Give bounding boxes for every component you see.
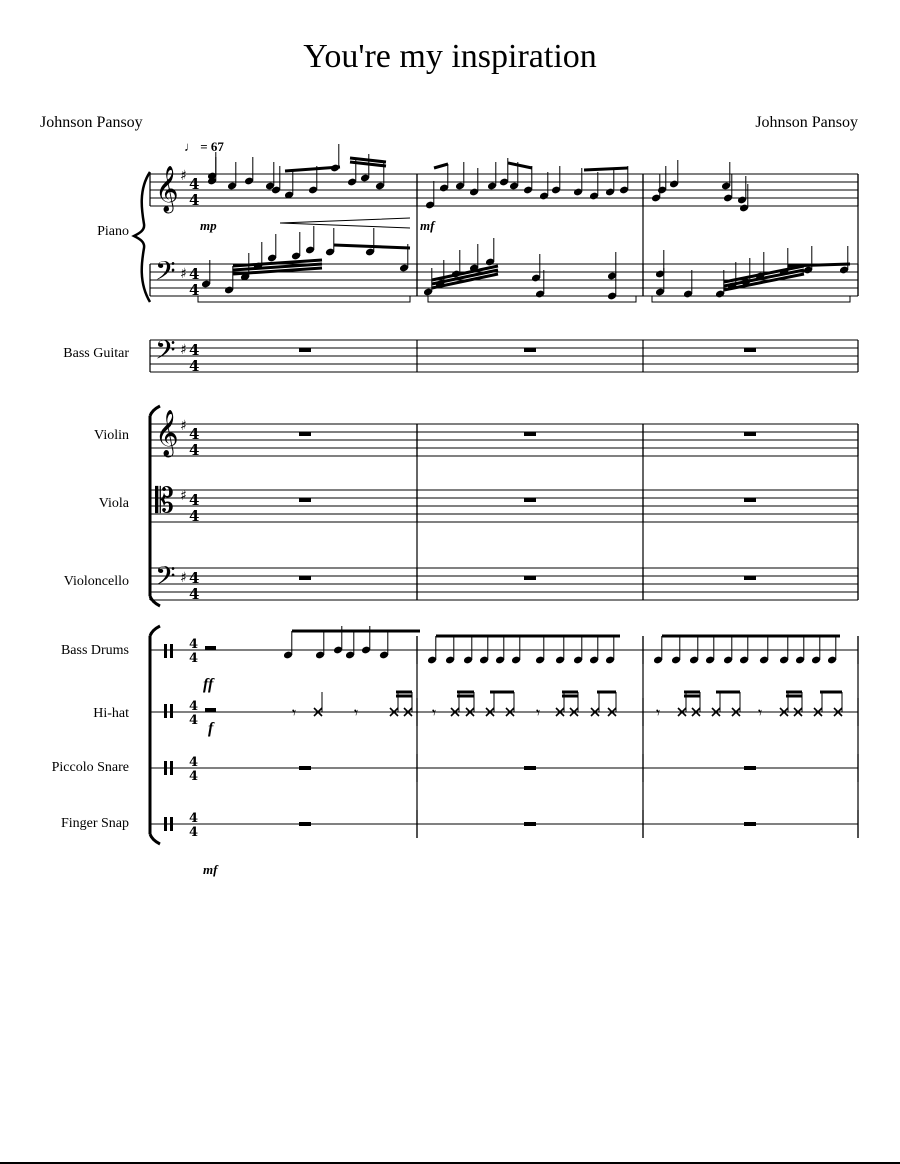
instrument-label-piccolo-snare: Piccolo Snare <box>51 760 129 775</box>
instrument-label-piano: Piano <box>97 224 129 239</box>
whole-rest <box>524 348 536 352</box>
sharp-icon: ♯ <box>180 488 187 504</box>
whole-rest <box>524 576 536 580</box>
whole-rest <box>299 576 311 580</box>
time-signature-denominator: 4 <box>189 769 199 784</box>
time-signature-numerator: 4 <box>189 699 199 714</box>
half-rest <box>205 708 216 712</box>
composer-right: Johnson Pansoy <box>755 114 858 131</box>
whole-rest <box>299 822 311 826</box>
instrument-label-bass-guitar: Bass Guitar <box>63 346 129 361</box>
instrument-label-viola: Viola <box>98 496 129 511</box>
time-signature-numerator: 4 <box>189 425 200 443</box>
dynamic-piano-m1: mp <box>200 218 217 233</box>
sharp-icon: ♯ <box>180 418 187 434</box>
time-signature-denominator: 4 <box>189 507 200 525</box>
time-signature-denominator: 4 <box>189 357 200 375</box>
time-signature-numerator: 4 <box>189 811 199 826</box>
pedal-bracket <box>428 296 636 302</box>
whole-rest <box>524 498 536 502</box>
bass-clef-icon: 𝄢 <box>155 334 176 372</box>
eighth-rest: 𝄾 <box>656 703 661 722</box>
instrument-label-hihat: Hi-hat <box>93 706 129 721</box>
time-signature-numerator: 4 <box>189 637 199 652</box>
notes <box>198 144 850 716</box>
beam <box>334 245 410 248</box>
whole-rest <box>524 822 536 826</box>
time-signature-denominator: 4 <box>189 651 199 666</box>
sharp-icon: ♯ <box>180 342 187 358</box>
whole-rests <box>205 348 762 826</box>
pedal-bracket <box>198 296 410 302</box>
composer-left: Johnson Pansoy <box>40 114 143 131</box>
time-signature-denominator: 4 <box>189 713 199 728</box>
time-signature-denominator: 4 <box>189 585 200 603</box>
percussion-clef-icon <box>164 644 173 831</box>
time-signature-numerator: 4 <box>189 491 200 509</box>
whole-rest <box>524 432 536 436</box>
whole-rest <box>744 498 756 502</box>
whole-rest <box>524 766 536 770</box>
whole-rest <box>744 822 756 826</box>
eighth-rest: 𝄾 <box>292 703 297 722</box>
beam <box>788 264 850 266</box>
dynamic-piano-m2: mf <box>420 218 435 233</box>
dynamic-hihat: f <box>208 720 214 737</box>
treble-clef-icon: 𝄞 <box>155 166 179 212</box>
whole-rest <box>299 498 311 502</box>
whole-rest <box>744 766 756 770</box>
tempo-marking: ♩ = 67 <box>184 139 224 154</box>
instrument-label-finger-snap: Finger Snap <box>60 816 129 831</box>
score-title: You're my inspiration <box>303 38 597 75</box>
bass-clef-icon: 𝄢 <box>155 560 176 598</box>
drums-bracket <box>150 626 160 844</box>
piano-brace <box>134 172 150 302</box>
dynamic-finger-snap: mf <box>203 862 218 877</box>
treble-clef-icon: 𝄞 <box>155 410 179 456</box>
key-signatures <box>180 168 187 586</box>
whole-rest <box>744 432 756 436</box>
sharp-icon: ♯ <box>180 168 187 184</box>
time-signature-denominator: 4 <box>189 441 200 459</box>
time-signature-numerator: 4 <box>189 265 200 283</box>
eighth-rest: 𝄾 <box>536 703 541 722</box>
whole-rest <box>744 348 756 352</box>
instrument-label-violoncello: Violoncello <box>63 574 129 589</box>
beam <box>508 163 532 168</box>
time-signature-numerator: 4 <box>189 341 200 359</box>
time-signature-numerator: 4 <box>189 175 200 193</box>
sharp-icon: ♯ <box>180 266 187 282</box>
beam <box>434 164 448 168</box>
whole-rest <box>744 576 756 580</box>
beam <box>584 168 628 170</box>
half-rest <box>205 646 216 650</box>
whole-rest <box>299 348 311 352</box>
time-signature-denominator: 4 <box>189 281 200 299</box>
eighth-rest: 𝄾 <box>758 703 763 722</box>
whole-rest <box>299 766 311 770</box>
sharp-icon: ♯ <box>180 570 187 586</box>
eighth-rest: 𝄾 <box>432 703 437 722</box>
instrument-label-violin: Violin <box>94 428 129 443</box>
eighth-rest: 𝄾 <box>354 703 359 722</box>
bass-clef-icon: 𝄢 <box>155 255 176 293</box>
whole-rest <box>299 432 311 436</box>
time-signature-numerator: 4 <box>189 569 200 587</box>
instrument-label-bass-drums: Bass Drums <box>60 643 129 658</box>
dynamic-bass-drums: ff <box>203 676 214 693</box>
time-signatures <box>189 175 199 840</box>
time-signature-denominator: 4 <box>189 825 199 840</box>
alto-clef-icon: 𝄡 <box>155 481 174 521</box>
time-signature-numerator: 4 <box>189 755 199 770</box>
crescendo-hairpin <box>280 218 410 228</box>
time-signature-denominator: 4 <box>189 191 200 209</box>
pedal-bracket <box>652 296 850 302</box>
